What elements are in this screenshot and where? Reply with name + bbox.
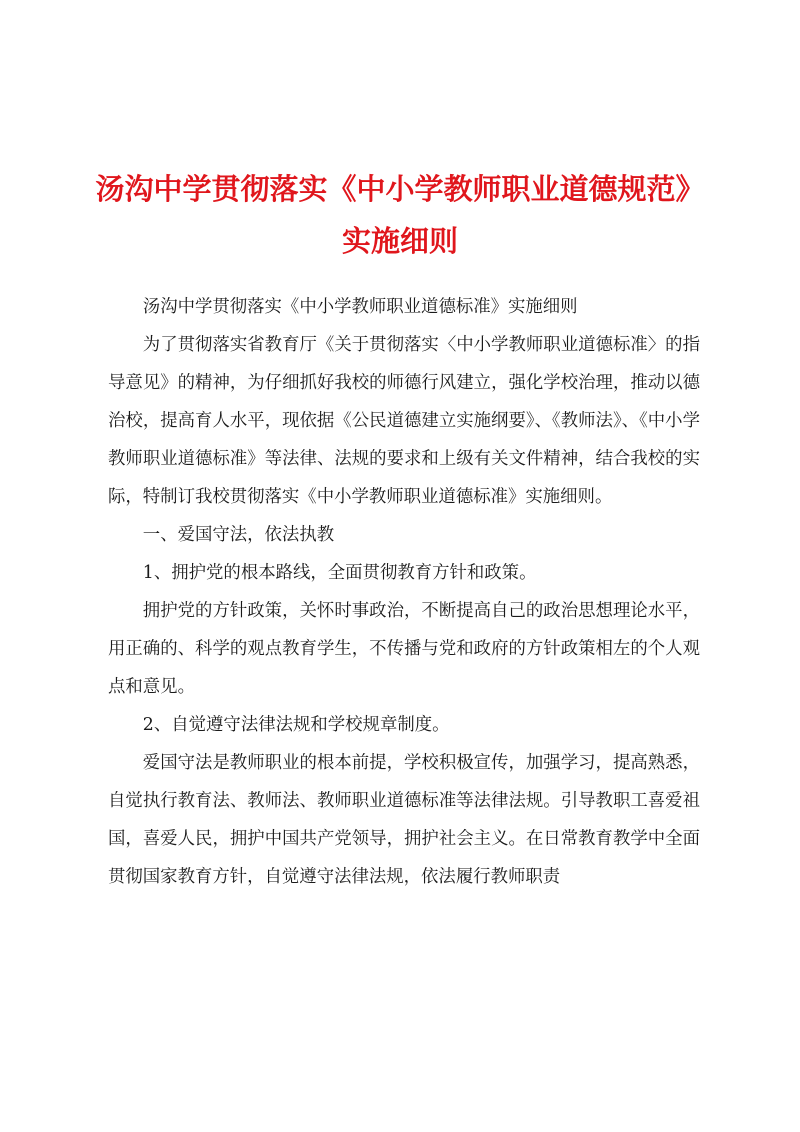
document-title-line-1: 汤沟中学贯彻落实《中小学教师职业道德规范》 — [95, 172, 705, 206]
paragraph-intro: 为了贯彻落实省教育厅《关于贯彻落实〈中小学教师职业道德标准〉的指导意见》的精神，为仔细抓好我校的师德行风建立，强化学校治理，推动以德治校，提高育人水平，现依据《公民道德建立实施纲要》、《教师法》、《中小学教师职业道德标准》等法律、法规的要求和上级有关文件精神，结合我校的实际，特制订我校贯彻落实《中小学教师职业道德标准》实施细则。 — [108, 335, 700, 507]
item-heading-2: 2、自觉遵守法律法规和学校规章制度。 — [142, 715, 450, 735]
document-body — [108, 288, 700, 896]
paragraph-subtitle: 汤沟中学贯彻落实《中小学教师职业道德标准》实施细则 — [142, 297, 578, 317]
paragraph-item-1: 拥护党的方针政策，关怀时事政治，不断提高自己的政治思想理论水平，用正确的、科学的观点教育学生，不传播与党和政府的方针政策相左的个人观点和意见。 — [108, 601, 700, 697]
paragraph-item-2: 爱国守法是教师职业的根本前提，学校积极宣传，加强学习，提高熟悉，自觉执行教育法、教师法、教师职业道德标准等法律法规。引导教职工喜爱祖国，喜爱人民，拥护中国共产党领导，拥护社会主义。在日常教育教学中全面贯彻国家教育方针，自觉遵守法律法规，依法履行教师职责 — [108, 753, 700, 887]
document-title-line-2: 实施细则 — [341, 224, 458, 258]
section-heading-1: 一、爱国守法，依法执教 — [142, 525, 335, 545]
item-heading-1: 1、拥护党的根本路线，全面贯彻教育方针和政策。 — [142, 563, 537, 583]
